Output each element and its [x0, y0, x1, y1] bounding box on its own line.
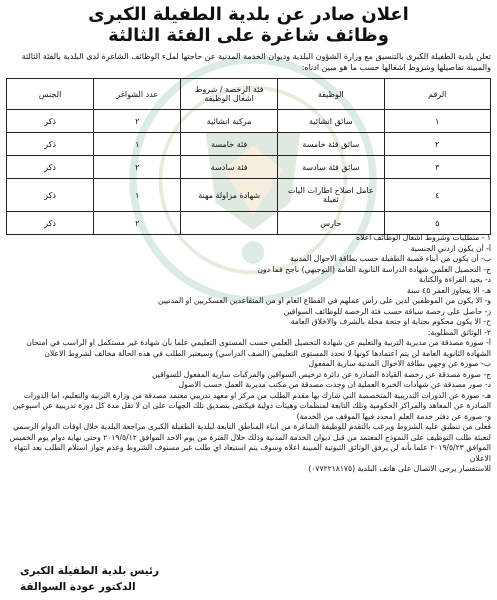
row-vacancies: ٢	[94, 156, 181, 179]
document-item: د- صور مصدقة عن شهادات الخبرة العملية ان وجدت مصدقة من مكتب مديرية العمل حسب الاصول	[178, 380, 491, 389]
requirement-line: د- يجيد القراءة والكتابة	[419, 275, 491, 284]
table-header-row	[7, 79, 491, 110]
row-gender: ذكر	[7, 156, 94, 179]
row-number: ٥	[384, 212, 490, 235]
requirement-line: و- الا يكون من الموظفين لدين على رأس عملهم في القطاع العام او من المتقاعدين العسكريين او المدنيين	[157, 296, 491, 305]
requirement-line: ب- أن يكون من أبناء قصبة الطفيلة حسب بطاقة الاحوال المدنية	[290, 254, 491, 263]
requirement-line: أ- أن يكون اردني الجنسية	[410, 243, 491, 253]
row-job: سائق انشائية	[278, 110, 384, 133]
intro-paragraph: تعلن بلدية الطفيلة الكبرى بالتنسيق مع وزارة الشؤون البلدية وديوان الخدمة المدنية عن حاجتها لملء الوظائف الشاغرة لدى البلدية بالفئة الثالثة والمبينة تفاصيلها وشروط اشغالها حسب ما هو مبين ادناه:	[21, 52, 491, 72]
requirement-line: ١ - متطلبات وشروط اشغال الوظائف اعلاه	[356, 233, 491, 242]
requirement-line: ج- التحصيل العلمي شهادة الدراسة الثانوية العامة (التوجيهي) ناجح فما دون	[257, 264, 491, 274]
contact-line: للاستفسار يرجى الاتصال على هاتف البلدية (٠٧٧٢٢١٨١٧٥)	[308, 464, 491, 473]
row-vacancies: ١	[94, 133, 181, 156]
table-row	[7, 212, 491, 235]
document-item: ج- صورة مصدقة عن رخصة القيادة الصادرة عن دائرة ترخيص السواقين والمركبات سارية المفعول للسواقين	[152, 369, 491, 379]
row-job: عامل اصلاح اطارات اليات ثقيلة	[278, 179, 384, 212]
document-item: و- صورة عن دفتر خدمة العلم (محدد فيها الموقف من الخدمة)	[296, 411, 491, 421]
table-row	[7, 156, 491, 179]
row-gender: ذكر	[7, 212, 94, 235]
row-number: ٣	[384, 156, 490, 179]
document-item: أ- صورة مصدقة من مديرية التربية والتعليم عن شهادة التحصيل العلمي حسب المستوى التعليمي علما بأن شهادة غير مستكمل او الراسب في امتحان الشهادة الثانوية العامة لن يتم اعتمادها كونها لا تحدد المستوى التعليمي (الصف الدراسي) وسيعتبر الطلب في هذه الحالة مخالف لشروط الاعلان	[26, 338, 491, 358]
column-header-gender: الجنس	[7, 79, 94, 110]
table-row	[7, 179, 491, 212]
row-license: شهادة مزاولة مهنة	[181, 179, 278, 212]
row-license: فئة سادسة	[181, 156, 278, 179]
requirement-line: ح- الا يكون محكوم بجناية او جنحة مخلة بالشرف والاخلاق العامة	[290, 317, 491, 326]
row-number: ١	[384, 110, 490, 133]
signature-name: الدكتور عودة السوالقة	[20, 581, 136, 593]
requirements-section	[6, 233, 491, 475]
row-gender: ذكر	[7, 133, 94, 156]
announcement-subtitle: وظائف شاغرة على الفئة الثالثة	[108, 25, 389, 46]
signature-title: رئيس بلدية الطفيلة الكبرى	[20, 565, 160, 577]
row-number: ٤	[384, 179, 490, 212]
column-header-vacancies: عدد الشواغر	[94, 79, 181, 110]
documents-heading: ٢- الوثائق المطلوبة:	[427, 327, 491, 337]
row-vacancies: ٢	[94, 110, 181, 133]
table-row	[7, 110, 491, 133]
table-row	[7, 133, 491, 156]
row-license: مركبة انشائية	[181, 110, 278, 133]
row-vacancies: ١	[94, 179, 181, 212]
column-header-number: الرقم	[384, 79, 490, 110]
row-number: ٢	[384, 133, 490, 156]
row-license: فئة خامسة	[181, 133, 278, 156]
column-header-job: الوظيفة	[278, 79, 384, 110]
requirement-line: هـ- الا يتجاوز العمر ٤٥ سنة	[407, 285, 491, 295]
column-header-license: فئة الرخصة / شروط اشغال الوظيفة	[181, 79, 278, 110]
row-license	[181, 212, 278, 235]
row-gender: ذكر	[7, 179, 94, 212]
vacancies-table	[6, 78, 491, 235]
row-job: سائق فئة سادسة	[278, 156, 384, 179]
closing-paragraph: فعلى من تنطبق عليه الشروط ويرغب بالتقدم للوظيفة الشاغرة من ابناء المناطق التابعة لبلدية الطفيلة الكبرى مراجعة البلدية خلال اوقات الدوام الرسمي لتعبئة طلب التوظيف على النموذج المعتمد من قبل ديوان الخدمة المدنية وذلك خلال الفترة من يوم الاحد الموافق ٢٠١٩/٥/١٢ وحتى نهاية دوام يوم الخميس الموافق ٢٠١٩/٥/٢٣ علما بأنه لن يرفق الوثائق الثبوتية المبينة اعلاه وسوف يتم استبعاد اي طلب غير مستوف الشروط وعدم جواز استلام الطلب بعد انتهاء الاعلان	[9, 422, 491, 463]
row-gender: ذكر	[7, 110, 94, 133]
row-job: حارس	[278, 212, 384, 235]
document-item: ب- صورة عن وجهي بطاقة الاحوال المدنية سارية المفعول	[308, 359, 491, 368]
announcement-title: اعلان صادر عن بلدية الطفيلة الكبرى	[88, 4, 409, 25]
document-item: هـ- صورة عن الدورات التدريبية المتخصصة التي شارك بها مقدم الطلب من مركز او معهد تدريبي معتمد مصدقة من وزارة التربية والتعليم، اما الدورات الصادرة عن المعاهد والمراكز الحكومية وتلك التابعة لمنظمات وهيئات دولية فيكتفى بتصديق تلك الجهات على ان لا تقل مدة كل دورة تدريبية عن اسبوعين	[12, 390, 491, 410]
row-job: سائق فئة خامسة	[278, 133, 384, 156]
requirement-line: ز- حاصل على رخصة سياقة حسب فئة الرخصة للوظائف السواقين	[283, 306, 491, 316]
row-vacancies: ٢	[94, 212, 181, 235]
